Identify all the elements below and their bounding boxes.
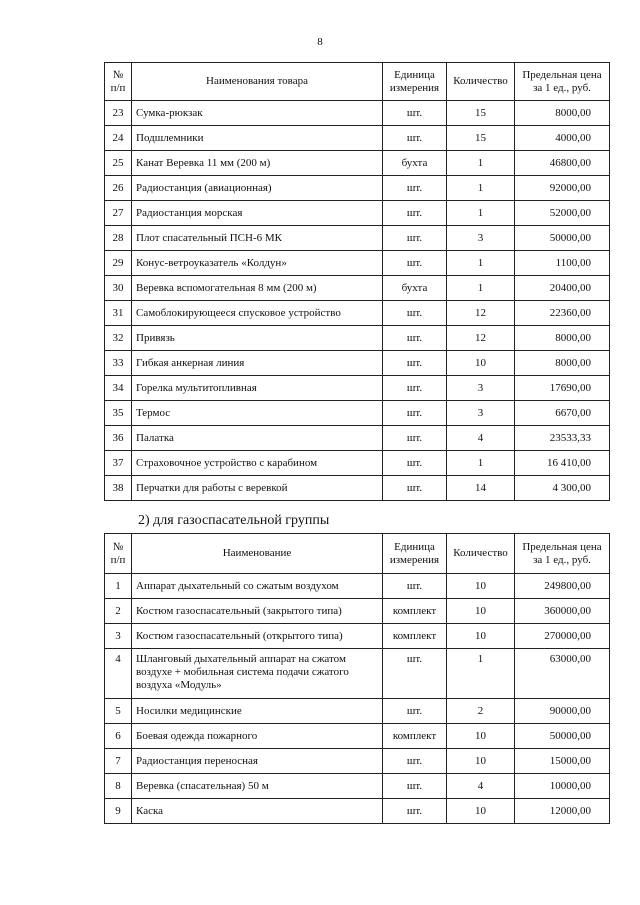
row-name: Самоблокирующееся спусковое устройство <box>132 301 383 326</box>
row-qty: 4 <box>447 774 515 799</box>
header-unit: Единица измерения <box>383 534 447 574</box>
row-num: 8 <box>105 774 132 799</box>
page-number: 8 <box>317 36 323 48</box>
table-row <box>105 624 610 649</box>
row-qty: 1 <box>447 201 515 226</box>
row-qty: 1 <box>447 649 515 699</box>
row-qty: 1 <box>447 276 515 301</box>
equipment-table-1 <box>104 62 610 501</box>
row-qty: 1 <box>447 176 515 201</box>
row-unit: шт. <box>383 451 447 476</box>
row-price: 16 410,00 <box>515 451 610 476</box>
row-name: Радиостанция морская <box>132 201 383 226</box>
table-row <box>105 351 610 376</box>
row-qty: 10 <box>447 724 515 749</box>
header-name: Наименования товара <box>132 63 383 101</box>
table-row <box>105 276 610 301</box>
row-num: 2 <box>105 599 132 624</box>
header-qty: Количество <box>447 63 515 101</box>
row-price: 20400,00 <box>515 276 610 301</box>
row-num: 37 <box>105 451 132 476</box>
row-name: Носилки медицинские <box>132 699 383 724</box>
table-row <box>105 301 610 326</box>
row-num: 30 <box>105 276 132 301</box>
row-unit: шт. <box>383 401 447 426</box>
row-qty: 12 <box>447 326 515 351</box>
row-price: 10000,00 <box>515 774 610 799</box>
row-unit: комплект <box>383 724 447 749</box>
table-row <box>105 799 610 824</box>
row-name: Веревка (спасательная) 50 м <box>132 774 383 799</box>
row-unit: шт. <box>383 426 447 451</box>
header-price: Предельная цена за 1 ед., руб. <box>515 63 610 101</box>
row-num: 32 <box>105 326 132 351</box>
row-price: 270000,00 <box>515 624 610 649</box>
row-unit: шт. <box>383 476 447 501</box>
row-name: Страховочное устройство с карабином <box>132 451 383 476</box>
table-row <box>105 176 610 201</box>
row-qty: 10 <box>447 624 515 649</box>
row-price: 8000,00 <box>515 326 610 351</box>
row-unit: шт. <box>383 326 447 351</box>
table-row <box>105 151 610 176</box>
header-num: № п/п <box>105 534 132 574</box>
row-name: Радиостанция переносная <box>132 749 383 774</box>
row-num: 36 <box>105 426 132 451</box>
row-price: 50000,00 <box>515 226 610 251</box>
row-name: Костюм газоспасательный (открытого типа) <box>132 624 383 649</box>
table-row <box>105 326 610 351</box>
row-unit: шт. <box>383 749 447 774</box>
row-unit: шт. <box>383 376 447 401</box>
row-num: 29 <box>105 251 132 276</box>
table-row <box>105 401 610 426</box>
table-header-row <box>105 534 610 574</box>
row-price: 17690,00 <box>515 376 610 401</box>
row-unit: шт. <box>383 226 447 251</box>
row-qty: 15 <box>447 126 515 151</box>
row-unit: шт. <box>383 351 447 376</box>
header-num: № п/п <box>105 63 132 101</box>
row-num: 4 <box>105 649 132 699</box>
row-num: 1 <box>105 574 132 599</box>
row-unit: комплект <box>383 599 447 624</box>
row-unit: шт. <box>383 774 447 799</box>
table-row <box>105 774 610 799</box>
row-name: Канат Веревка 11 мм (200 м) <box>132 151 383 176</box>
row-num: 7 <box>105 749 132 774</box>
table-row <box>105 649 610 699</box>
table-row <box>105 476 610 501</box>
row-name: Привязь <box>132 326 383 351</box>
header-name: Наименование <box>132 534 383 574</box>
row-qty: 10 <box>447 574 515 599</box>
row-qty: 10 <box>447 599 515 624</box>
row-num: 33 <box>105 351 132 376</box>
row-price: 50000,00 <box>515 724 610 749</box>
row-qty: 12 <box>447 301 515 326</box>
row-name: Перчатки для работы с веревкой <box>132 476 383 501</box>
equipment-table-2 <box>104 533 610 824</box>
row-price: 12000,00 <box>515 799 610 824</box>
row-num: 5 <box>105 699 132 724</box>
row-num: 23 <box>105 101 132 126</box>
row-price: 4000,00 <box>515 126 610 151</box>
row-price: 4 300,00 <box>515 476 610 501</box>
section-title: 2) для газоспасательной группы <box>138 513 330 528</box>
row-qty: 14 <box>447 476 515 501</box>
table-row <box>105 599 610 624</box>
row-price: 22360,00 <box>515 301 610 326</box>
row-num: 34 <box>105 376 132 401</box>
row-unit: шт. <box>383 201 447 226</box>
row-qty: 10 <box>447 351 515 376</box>
table-row <box>105 101 610 126</box>
row-num: 27 <box>105 201 132 226</box>
row-num: 31 <box>105 301 132 326</box>
row-unit: шт. <box>383 799 447 824</box>
row-qty: 2 <box>447 699 515 724</box>
row-name: Подшлемники <box>132 126 383 151</box>
header-price: Предельная цена за 1 ед., руб. <box>515 534 610 574</box>
row-name: Конус-ветроуказатель «Колдун» <box>132 251 383 276</box>
row-price: 360000,00 <box>515 599 610 624</box>
row-price: 1100,00 <box>515 251 610 276</box>
row-price: 92000,00 <box>515 176 610 201</box>
table-row <box>105 749 610 774</box>
row-qty: 3 <box>447 226 515 251</box>
header-unit: Единица измерения <box>383 63 447 101</box>
row-qty: 1 <box>447 451 515 476</box>
table-row <box>105 724 610 749</box>
row-name: Гибкая анкерная линия <box>132 351 383 376</box>
row-unit: шт. <box>383 176 447 201</box>
row-unit: шт. <box>383 301 447 326</box>
row-name: Каска <box>132 799 383 824</box>
row-name: Веревка вспомогательная 8 мм (200 м) <box>132 276 383 301</box>
row-unit: шт. <box>383 699 447 724</box>
row-num: 3 <box>105 624 132 649</box>
table-row <box>105 451 610 476</box>
row-price: 15000,00 <box>515 749 610 774</box>
row-unit: шт. <box>383 574 447 599</box>
row-qty: 10 <box>447 799 515 824</box>
row-price: 52000,00 <box>515 201 610 226</box>
row-name: Боевая одежда пожарного <box>132 724 383 749</box>
row-price: 46800,00 <box>515 151 610 176</box>
table-row <box>105 376 610 401</box>
row-qty: 10 <box>447 749 515 774</box>
row-unit: комплект <box>383 624 447 649</box>
row-qty: 15 <box>447 101 515 126</box>
row-qty: 1 <box>447 251 515 276</box>
header-qty: Количество <box>447 534 515 574</box>
row-name: Шланговый дыхательный аппарат на сжатом воздухе + мобильная система подачи сжатого воздуха «Модуль» <box>132 649 383 699</box>
row-unit: шт. <box>383 649 447 699</box>
row-num: 6 <box>105 724 132 749</box>
row-name: Плот спасательный ПСН-6 МК <box>132 226 383 251</box>
row-name: Радиостанция (авиационная) <box>132 176 383 201</box>
table-header-row <box>105 63 610 101</box>
row-qty: 1 <box>447 151 515 176</box>
row-name: Сумка-рюкзак <box>132 101 383 126</box>
table-row <box>105 251 610 276</box>
row-qty: 3 <box>447 401 515 426</box>
row-price: 23533,33 <box>515 426 610 451</box>
row-name: Аппарат дыхательный со сжатым воздухом <box>132 574 383 599</box>
table-row <box>105 574 610 599</box>
row-price: 90000,00 <box>515 699 610 724</box>
table-row <box>105 126 610 151</box>
row-name: Горелка мультитопливная <box>132 376 383 401</box>
row-qty: 3 <box>447 376 515 401</box>
table-row <box>105 426 610 451</box>
table-row <box>105 201 610 226</box>
row-num: 38 <box>105 476 132 501</box>
row-price: 249800,00 <box>515 574 610 599</box>
row-num: 9 <box>105 799 132 824</box>
row-price: 63000,00 <box>515 649 610 699</box>
row-unit: бухта <box>383 276 447 301</box>
row-price: 8000,00 <box>515 101 610 126</box>
table-row <box>105 699 610 724</box>
row-name: Палатка <box>132 426 383 451</box>
row-num: 26 <box>105 176 132 201</box>
row-num: 35 <box>105 401 132 426</box>
row-unit: шт. <box>383 126 447 151</box>
row-unit: шт. <box>383 251 447 276</box>
row-num: 28 <box>105 226 132 251</box>
row-price: 6670,00 <box>515 401 610 426</box>
row-num: 25 <box>105 151 132 176</box>
row-qty: 4 <box>447 426 515 451</box>
row-name: Костюм газоспасательный (закрытого типа) <box>132 599 383 624</box>
row-unit: бухта <box>383 151 447 176</box>
row-name: Термос <box>132 401 383 426</box>
row-price: 8000,00 <box>515 351 610 376</box>
table-row <box>105 226 610 251</box>
row-unit: шт. <box>383 101 447 126</box>
row-num: 24 <box>105 126 132 151</box>
